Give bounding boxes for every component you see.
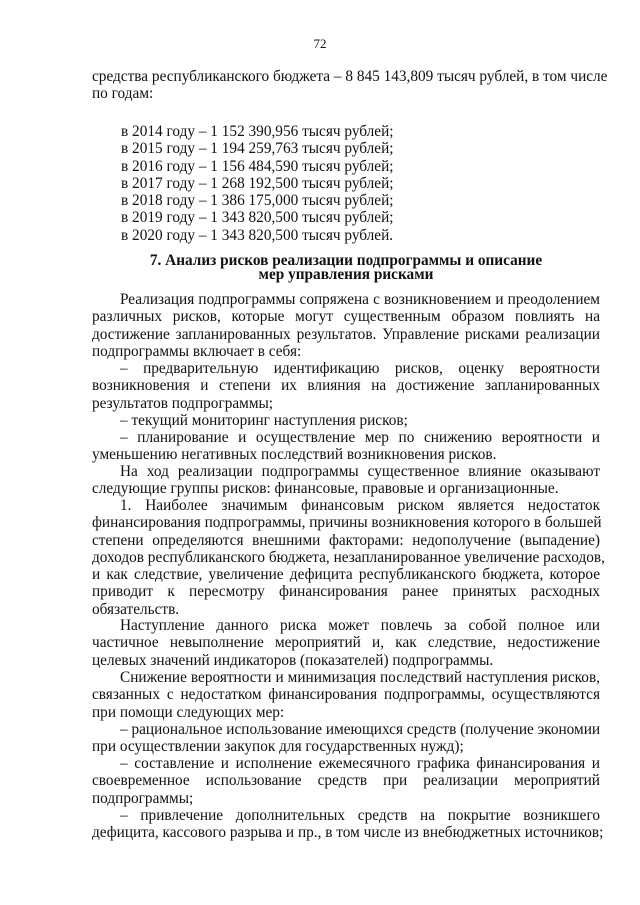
- text-line: и как следствие, увеличение дефицита республиканского бюджета, которое: [92, 566, 600, 584]
- text-line: возникновения и степени их влияния на достижение запланированных: [92, 377, 600, 395]
- text-line: – рациональное использование имеющихся средств (получение экономии: [120, 721, 601, 738]
- paragraph: [92, 291, 600, 360]
- yearly-funding-list: [121, 123, 394, 244]
- paragraph: [92, 721, 600, 756]
- text-line: доходов республиканского бюджета, незапланированное увеличение расходов,: [92, 548, 605, 566]
- list-item: в 2019 году – 1 343 820,500 тысяч рублей;: [121, 209, 394, 227]
- text-line: частичное невыполнение мероприятий и, как следствие, недостижение: [92, 634, 600, 652]
- list-item: в 2015 году – 1 194 259,763 тысяч рублей;: [121, 140, 394, 158]
- text-line: связанных с недостатком финансирования подпрограммы, осуществляются: [92, 686, 600, 704]
- text-line: 1. Наиболее значимым финансовым риском является недостаток: [120, 497, 600, 514]
- text-line: по годам:: [92, 85, 154, 103]
- text-line: своевременное использование средств при реализации мероприятий: [92, 772, 600, 790]
- text-line: – привлечение дополнительных средств на покрытие возникшего: [120, 807, 600, 824]
- text-line: подпрограммы включает в себя:: [92, 342, 302, 360]
- paragraph: [92, 360, 600, 412]
- text-line: целевых значений индикаторов (показателей) подпрограммы.: [92, 651, 494, 669]
- text-line: – планирование и осуществление мер по снижению вероятности и: [120, 429, 600, 446]
- text-line: Снижение вероятности и минимизация последствий наступления рисков,: [120, 669, 600, 686]
- text-line: средства республиканского бюджета – 8 845 143,809 тысяч рублей, в том числе: [92, 68, 608, 85]
- text-line: – предварительную идентификацию рисков, оценку вероятности: [120, 360, 600, 377]
- text-line: приводит к пересмотру финансирования ранее принятых расходных: [92, 583, 600, 601]
- text-line: подпрограммы;: [92, 789, 194, 807]
- list-item: в 2020 году – 1 343 820,500 тысяч рублей.: [121, 226, 394, 244]
- list-item: в 2016 году – 1 156 484,590 тысяч рублей;: [121, 157, 394, 175]
- text-line: достижение запланированных результатов. Управление рисками реализации: [92, 325, 600, 343]
- text-line: Реализация подпрограммы сопряжена с возникновением и преодолением: [120, 291, 600, 308]
- paragraph: [92, 463, 600, 498]
- text-line: результатов подпрограммы;: [92, 394, 274, 412]
- paragraph: [92, 497, 605, 618]
- paragraph: [92, 412, 600, 429]
- text-line: при помощи следующих мер:: [92, 703, 285, 721]
- text-line: при осуществлении закупок для государственных нужд);: [92, 738, 464, 756]
- paragraph: [92, 617, 600, 669]
- text-line: дефицита, кассового разрыва и пр., в том числе из внебюджетных источников;: [92, 824, 604, 842]
- text-line: финансирования подпрограммы, причины возникновения которого в большей: [92, 514, 602, 532]
- page-number: 72: [313, 36, 327, 51]
- text-line: – составление и исполнение ежемесячного графика финансирования и: [120, 755, 600, 772]
- text-line: – текущий мониторинг наступления рисков;: [120, 412, 408, 429]
- paragraph: [92, 429, 600, 464]
- heading-line: мер управления рисками: [258, 266, 434, 283]
- text-line: степени определяются внешними факторами: недополучение (выпадение): [92, 531, 600, 549]
- list-item: в 2014 году – 1 152 390,956 тысяч рублей;: [121, 123, 394, 140]
- paragraph: [92, 755, 600, 807]
- text-line: На ход реализации подпрограммы существенное влияние оказывают: [120, 463, 600, 480]
- list-item: в 2018 году – 1 386 175,000 тысяч рублей;: [121, 192, 394, 210]
- list-item: в 2017 году – 1 268 192,500 тысяч рублей;: [121, 174, 394, 192]
- section-heading: [92, 254, 600, 282]
- heading-line: 7. Анализ рисков реализации подпрограммы и описание: [149, 252, 543, 269]
- text-line: обязательств.: [92, 600, 180, 618]
- intro-paragraph: [92, 68, 608, 103]
- text-line: различных рисков, которые могут существенным образом повлиять на: [92, 308, 600, 326]
- text-line: Наступление данного риска может повлечь за собой полное или: [120, 617, 600, 634]
- paragraph: [92, 669, 600, 721]
- paragraph: [92, 807, 604, 842]
- text-line: уменьшению негативных последствий возникновения рисков.: [92, 446, 497, 464]
- text-line: следующие группы рисков: финансовые, правовые и организационные.: [92, 480, 559, 498]
